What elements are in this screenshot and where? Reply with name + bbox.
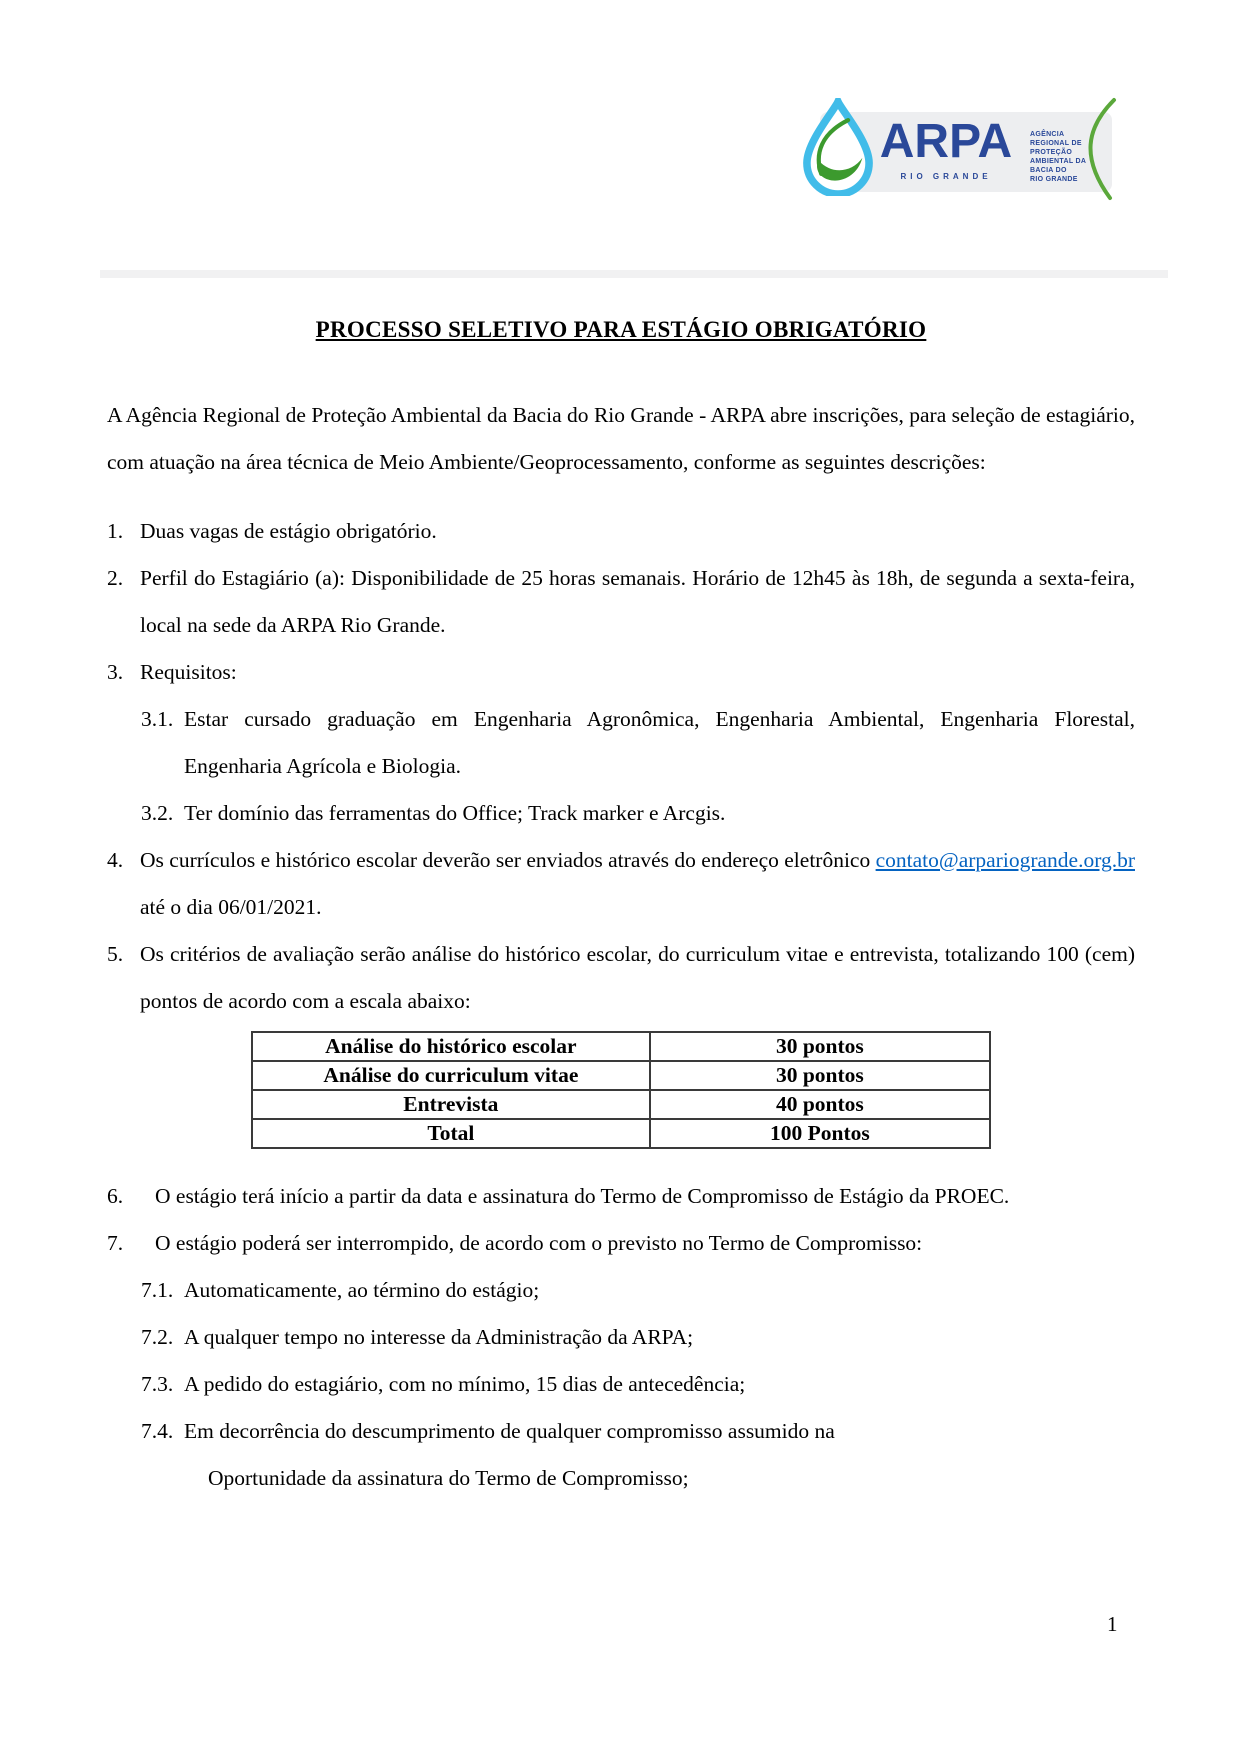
logo-tagline-line: AGÊNCIA (1030, 131, 1065, 138)
table-row (252, 1119, 990, 1148)
list-subitem (107, 1267, 1135, 1314)
list-item-number: 1. (107, 518, 124, 543)
list-item (107, 837, 1135, 931)
logo-brand-subtext: RIO GRANDE (900, 172, 992, 181)
list-item (107, 931, 1135, 1025)
logo-tagline-line: PROTEÇÃO (1030, 149, 1073, 156)
list-subitem (107, 1314, 1135, 1361)
table-cell-points: 30 pontos (650, 1032, 990, 1061)
list-item-number: 3.2. (141, 800, 174, 825)
list-item-text-line1: Em decorrência do descumprimento de qualquer compromisso assumido na (184, 1418, 835, 1443)
table-row (252, 1090, 990, 1119)
intro-paragraph: A Agência Regional de Proteção Ambiental da Bacia do Rio Grande - ARPA abre inscrições, para seleção de estagiário, com atuação na área técnica de Meio Ambiente/Geoprocessamento, conforme as seguintes descrições: (107, 403, 1135, 474)
list-item-text: Requisitos: (140, 659, 237, 684)
page-number: 1 (1107, 1612, 1118, 1636)
table-cell-criterion: Análise do curriculum vitae (252, 1061, 650, 1090)
logo-tagline-line: AMBIENTAL DA (1030, 158, 1087, 165)
list-subitem (107, 696, 1135, 790)
table-cell-points: 30 pontos (650, 1061, 990, 1090)
list-item-text-pre: Os currículos e histórico escolar deverão ser enviados através do endereço eletrônico (140, 847, 876, 872)
list-item-text-line2: Oportunidade da assinatura do Termo de Compromisso; (208, 1465, 689, 1490)
logo-brand-text: ARPA (879, 115, 1013, 168)
table-row (252, 1061, 990, 1090)
header-divider (100, 270, 1168, 278)
document-content (107, 312, 1135, 1502)
list-item-text: Ter domínio das ferramentas do Office; Track marker e Arcgis. (184, 800, 726, 825)
list-item (107, 508, 1135, 555)
list-item-number: 5. (107, 941, 124, 966)
list-item-number: 7. (107, 1230, 124, 1255)
list-item-text: Duas vagas de estágio obrigatório. (140, 518, 437, 543)
list-item-text: O estágio terá início a partir da data e assinatura do Termo de Compromisso de Estágio da PROEC. (155, 1183, 1010, 1208)
arpa-logo (793, 90, 1133, 202)
list-item-text: A pedido do estagiário, com no mínimo, 15 dias de antecedência; (184, 1371, 746, 1396)
list-item-number: 4. (107, 847, 124, 872)
numbered-list (107, 508, 1135, 1502)
email-link[interactable]: contato@arpariogrande.org.br (875, 847, 1135, 872)
list-item-number: 2. (107, 565, 124, 590)
green-swoosh-icon (1076, 96, 1122, 202)
logo-tagline-line: RIO GRANDE (1030, 176, 1078, 183)
list-item-number: 6. (107, 1183, 124, 1208)
table-cell-criterion: Entrevista (252, 1090, 650, 1119)
list-item-number: 7.4. (141, 1418, 174, 1443)
table-cell-points: 40 pontos (650, 1090, 990, 1119)
list-item-number: 7.1. (141, 1277, 174, 1302)
evaluation-score-table (251, 1031, 991, 1149)
list-item-text (140, 837, 1135, 931)
list-item (107, 1220, 1135, 1267)
list-item-text (184, 1408, 1135, 1502)
logo-tagline-line: REGIONAL DE (1030, 140, 1082, 147)
list-item-text: Estar cursado graduação em Engenharia Agronômica, Engenharia Ambiental, Engenharia Florestal, Engenharia Agrícola e Biologia. (184, 706, 1135, 778)
table-cell-criterion: Total (252, 1119, 650, 1148)
list-item-number: 3. (107, 659, 124, 684)
table-row (252, 1032, 990, 1061)
list-item-text: O estágio poderá ser interrompido, de acordo com o previsto no Termo de Compromisso: (155, 1230, 923, 1255)
list-item-text: Perfil do Estagiário (a): Disponibilidade de 25 horas semanais. Horário de 12h45 às 18h, de segunda a sexta-feira, local na sede da ARPA Rio Grande. (140, 565, 1135, 637)
list-item-number: 7.3. (141, 1371, 174, 1396)
table-cell-criterion: Análise do histórico escolar (252, 1032, 650, 1061)
list-item (107, 555, 1135, 649)
list-item-number: 3.1. (141, 706, 174, 731)
list-subitem (107, 790, 1135, 837)
list-item-text: Os critérios de avaliação serão análise do histórico escolar, do curriculum vitae e entrevista, totalizando 100 (cem) pontos de acordo com a escala abaixo: (140, 941, 1135, 1013)
list-item (107, 1173, 1135, 1220)
list-item-text: Automaticamente, ao término do estágio; (184, 1277, 540, 1302)
list-item-text: A qualquer tempo no interesse da Administração da ARPA; (184, 1324, 694, 1349)
list-item (107, 649, 1135, 696)
list-subitem (107, 1408, 1135, 1502)
logo-tagline-line: BACIA DO (1030, 167, 1067, 174)
table-cell-points: 100 Pontos (650, 1119, 990, 1148)
page-title: PROCESSO SELETIVO PARA ESTÁGIO OBRIGATÓRIO (315, 317, 927, 342)
list-subitem (107, 1361, 1135, 1408)
list-item-number: 7.2. (141, 1324, 174, 1349)
list-item-text-post: até o dia 06/01/2021. (140, 894, 322, 919)
